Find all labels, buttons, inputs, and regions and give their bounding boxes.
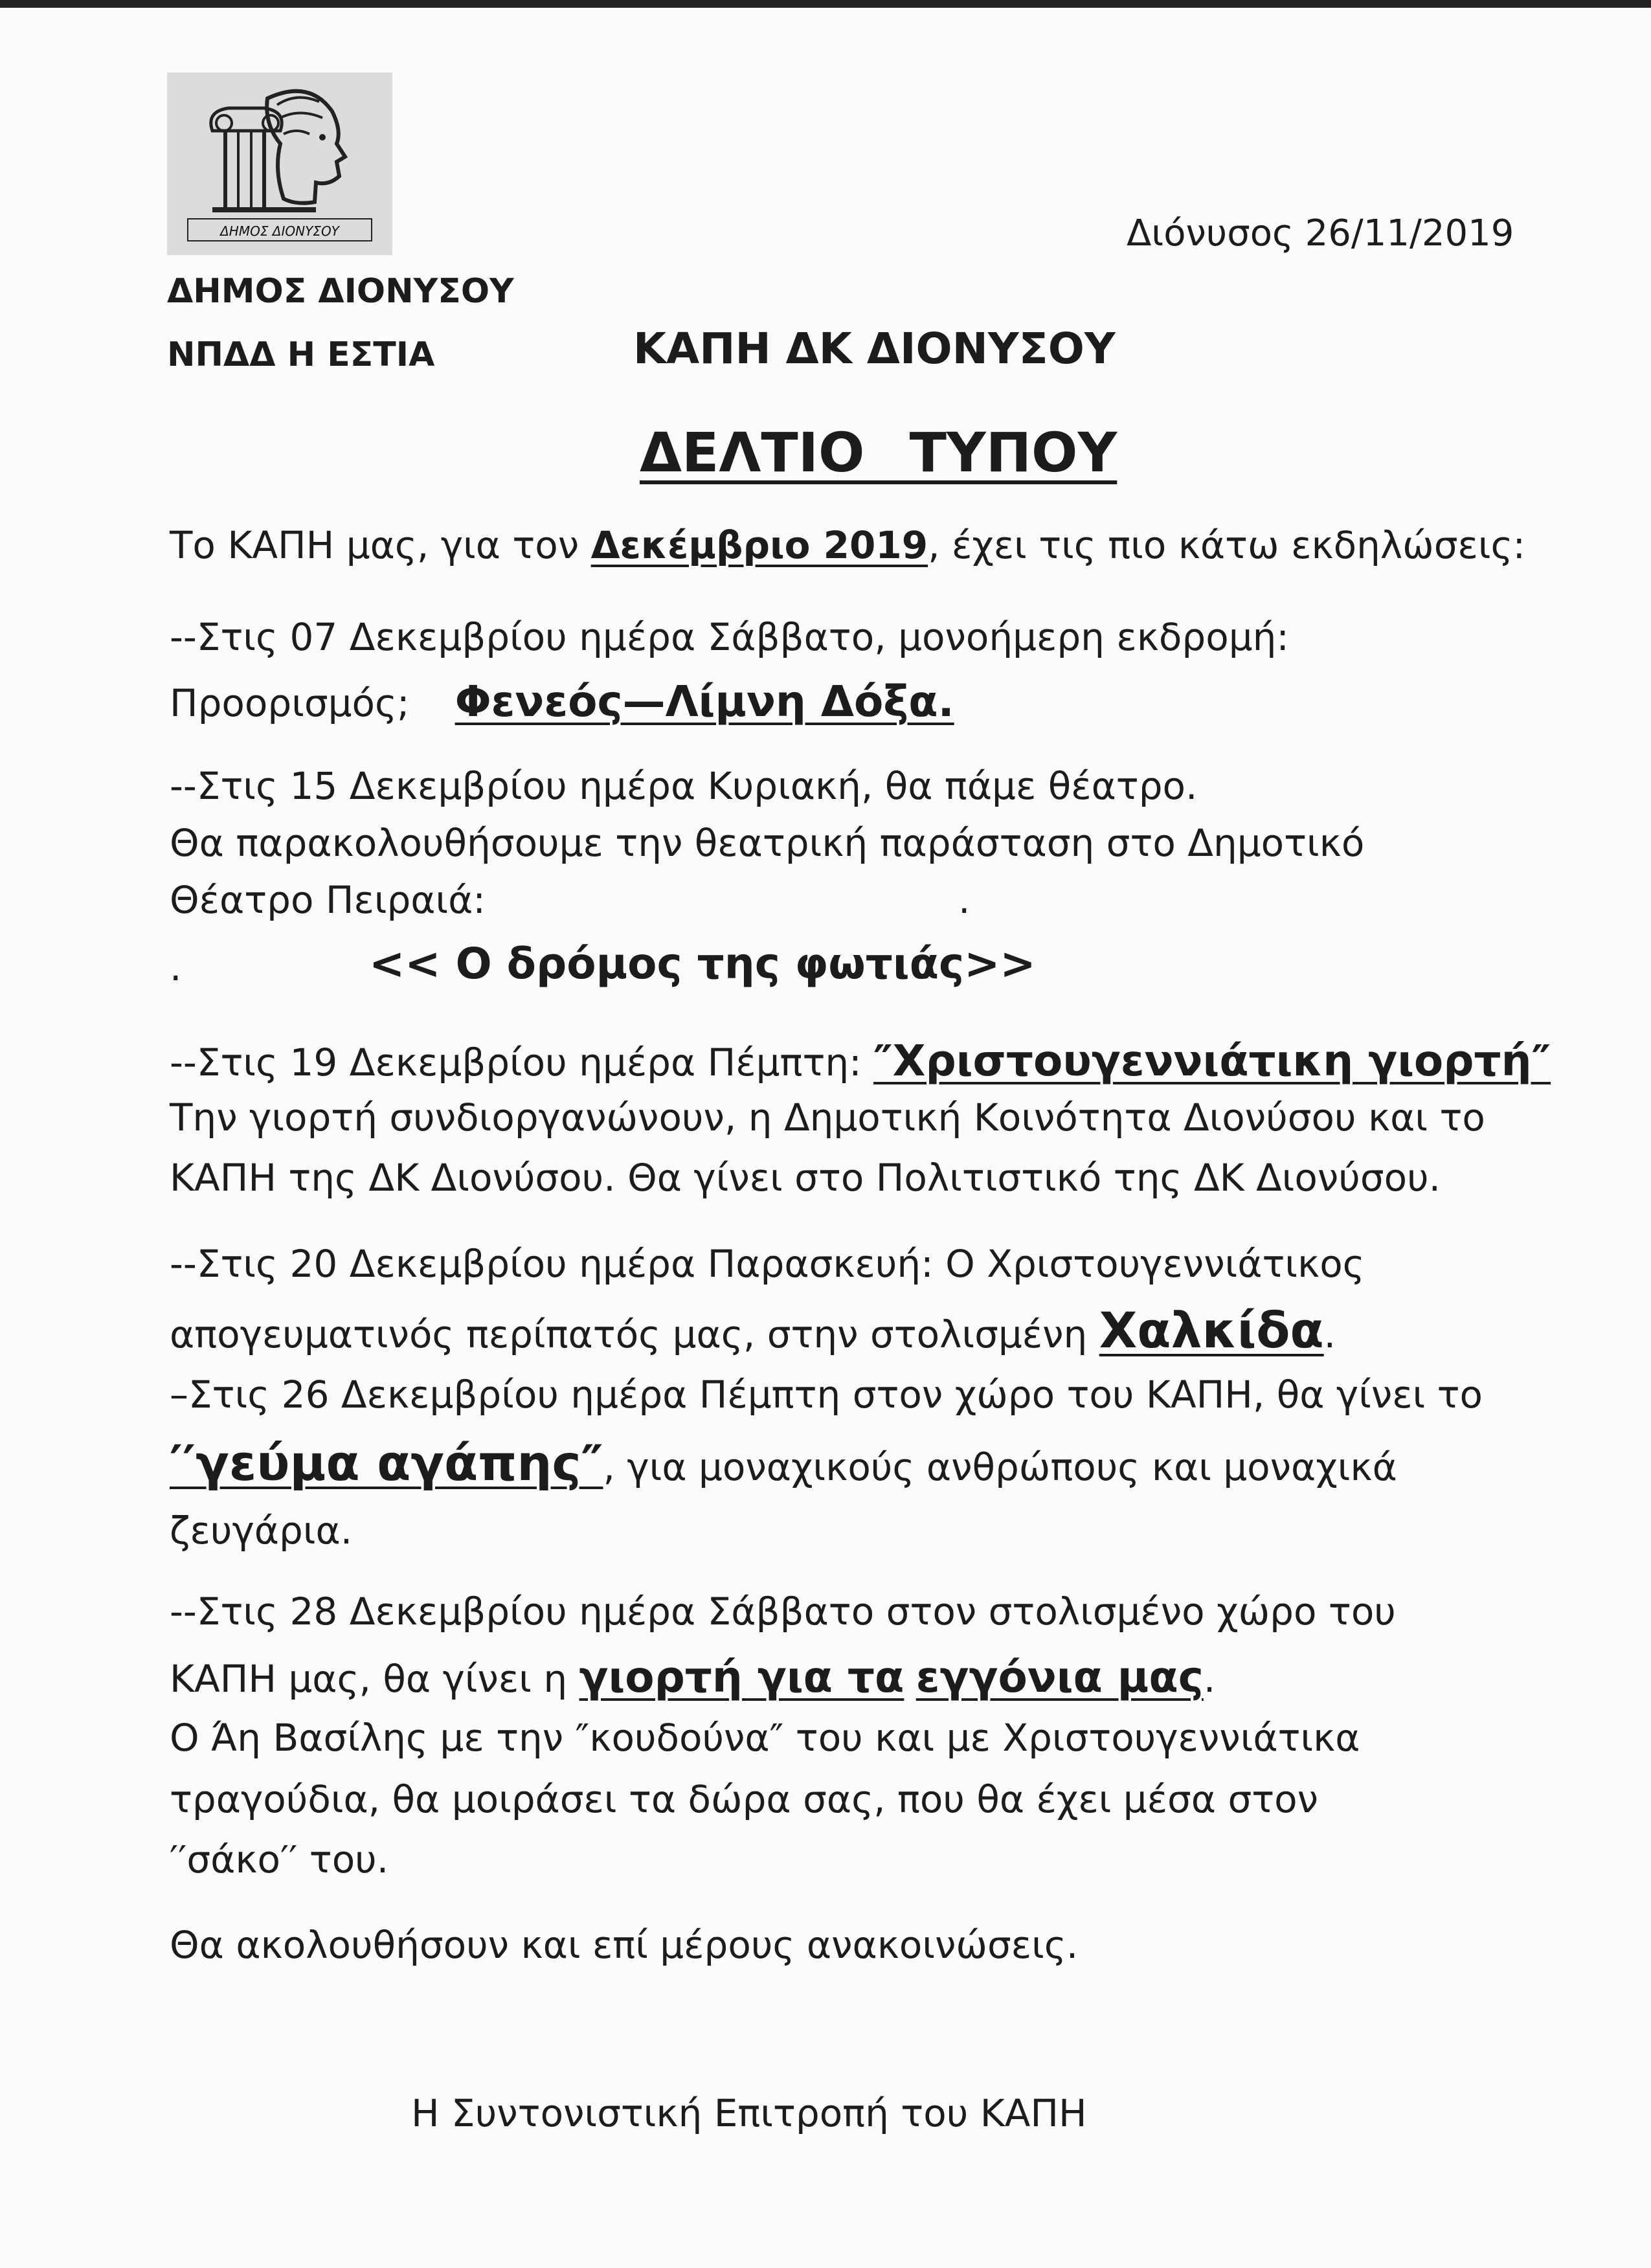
event3-line3: ΚΑΠΗ της ΔΚ Διονύσου. Θα γίνει στο Πολιτιστικό της ΔΚ Διονύσου. <box>170 1156 1441 1200</box>
closing-note: Θα ακολουθήσουν και επί μέρους ανακοινώσεις. <box>170 1923 1079 1967</box>
event6-line3: Ο Άη Βασίλης με την ″κουδούνα″ του και με Χριστουγεννιάτικα <box>170 1716 1360 1760</box>
event2-dot: . <box>958 878 971 922</box>
event1-line1: --Στις 07 Δεκεμβρίου ημέρα Σάββατο, μονοήμερη εκδρομή: <box>170 615 1289 659</box>
event6-title-b: εγγόνια μας <box>915 1652 1204 1702</box>
event3-title: ″Χριστουγεννιάτικη γιορτή″ <box>873 1036 1551 1086</box>
event1-destination: Φενεός—Λίμνη Δόξα. <box>455 677 954 726</box>
event2-line3: Θέατρο Πειραιά: <box>170 878 486 922</box>
organization-name: ΔΗΜΟΣ ΔΙΟΝΥΣΟΥ <box>167 272 514 311</box>
intro-month: Δεκέμβριο 2019 <box>590 523 928 567</box>
municipality-logo <box>167 73 392 255</box>
event3-line1: --Στις 19 Δεκεμβρίου ημέρα Πέμπτη: ″Χριστουγεννιάτικη γιορτή″ <box>170 1036 1551 1086</box>
event6-line1: --Στις 28 Δεκεμβρίου ημέρα Σάββατο στον στολισμένο χώρο του <box>170 1589 1396 1634</box>
event6-line4: τραγούδια, θα μοιράσει τα δώρα σας, που θα έχει μέσα στον <box>170 1777 1319 1821</box>
event2-line1: --Στις 15 Δεκεμβρίου ημέρα Κυριακή, θα πάμε θέατρο. <box>170 764 1198 808</box>
event2-line2: Θα παρακολουθήσουμε την θεατρική παράσταση στο Δημοτικό <box>170 821 1365 865</box>
logo-caption: ΔΗΜΟΣ ΔΙΟΝΥΣΟΥ <box>220 223 339 239</box>
event5-title: ′′γεύμα αγάπης″ <box>170 1434 603 1492</box>
event2-play-title: << Ο δρόμος της φωτιάς>> <box>369 939 1036 989</box>
event3-line2: Την γιορτή συνδιοργανώνουν, η Δημοτική Κοινότητα Διονύσου και το <box>170 1095 1485 1140</box>
event5-line2: ′′γεύμα αγάπης″, για μοναχικούς ανθρώπους και μοναχικά <box>170 1434 1397 1492</box>
scan-top-edge <box>0 0 1651 8</box>
signature: Η Συντονιστική Επιτροπή του ΚΑΠΗ <box>411 2091 1087 2135</box>
intro-line: Το ΚΑΠΗ μας, για τον Δεκέμβριο 2019, έχει τις πιο κάτω εκδηλώσεις: <box>170 523 1526 567</box>
event6-line5: ′′σάκο′′ του. <box>170 1837 389 1881</box>
event4-line1: --Στις 20 Δεκεμβρίου ημέρα Παρασκευή: Ο Χριστουγεννιάτικος <box>170 1242 1365 1286</box>
event4-place: Χαλκίδα <box>1099 1301 1324 1359</box>
organization-subname: ΝΠΔΔ Η ΕΣΤΙΑ <box>167 335 435 374</box>
center-name: ΚΑΠΗ ΔΚ ΔΙΟΝΥΣΟΥ <box>633 324 1116 374</box>
event6-line2: ΚΑΠΗ μας, θα γίνει η γιορτή για τα εγγόνια μας. <box>170 1652 1216 1702</box>
page-title: ΔΕΛΤΙΟ ΤΥΠΟΥ <box>640 421 1118 484</box>
event6-title-a: γιορτή για τα <box>579 1652 904 1702</box>
logo-emblem-icon <box>167 73 392 255</box>
document-date: Διόνυσος 26/11/2019 <box>1127 212 1514 254</box>
event4-line2: απογευματινός περίπατός μας, στην στολισμένη Χαλκίδα. <box>170 1301 1336 1359</box>
event1-line2: Προορισμός; Φενεός—Λίμνη Δόξα. <box>170 677 954 726</box>
event5-line1: –Στις 26 Δεκεμβρίου ημέρα Πέμπτη στον χώρο του ΚΑΠΗ, θα γίνει το <box>170 1373 1483 1417</box>
event2-dot: . <box>170 945 182 989</box>
event5-line3: ζευγάρια. <box>170 1509 353 1553</box>
